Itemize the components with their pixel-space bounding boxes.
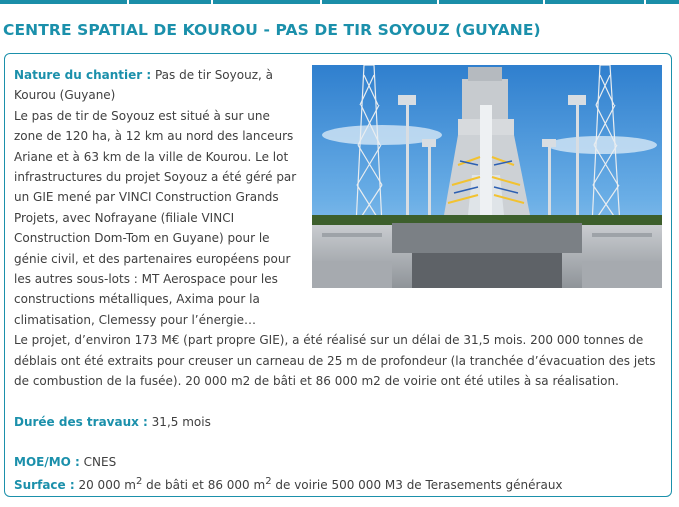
duration-value: 31,5 mois (147, 414, 211, 429)
nav-segment (322, 0, 439, 4)
nav-segment (439, 0, 544, 4)
launch-pad-photo (312, 65, 662, 288)
works-duration (14, 412, 662, 432)
surface-value-part-3: de voirie 500 000 M3 de Terasements généraux (271, 478, 563, 493)
project-details-box (4, 53, 672, 497)
surface-value-part-1: 20 000 m (74, 478, 136, 493)
nav-segment (646, 0, 679, 4)
surface-superscript: 2 (265, 476, 272, 488)
surface-value-part-2: de bâti et 86 000 m (142, 478, 266, 493)
surface-label: Surface : (14, 478, 75, 493)
nav-segment (213, 0, 322, 4)
nav-segment (0, 0, 129, 4)
page-title: CENTRE SPATIAL DE KOUROU - PAS DE TIR SOYOUZ (GUYANE) (3, 21, 541, 39)
project-description: Le pas de tir de Soyouz est situé à sur une zone de 120 ha, à 12 km au nord des lanceurs Ariane et à 63 km de la ville de Kourou. Le lot infrastructures du projet Soyouz a été géré par un GIE mené par VINCI Construction Grands Projets, avec Nofrayane (filiale VINCI Construction Dom-Tom en Guyane) pour le génie civil, et des partenaires européens pour les autres sous-lots : MT Aerospace pour les constructions métalliques, Axima pour la climatisation, Clemessy pour l’énergie… (14, 108, 297, 327)
surface-info (14, 472, 662, 495)
nav-segment (129, 0, 213, 4)
project-summary: Le projet, d’environ 173 M€ (part propre GIE), a été réalisé sur un délai de 31,5 mois. 200 000 tonnes de déblais ont été extraits pour creuser un carneau de 25 m de profondeur (la tranchée d’évacuation des jets de combustion de la fusée). 20 000 m2 de bâti et 86 000 m2 de voirie ont été utiles à sa réalisation. (14, 333, 656, 389)
top-navigation-bar (0, 0, 679, 5)
nav-segment (545, 0, 646, 4)
moe-value: CNES (79, 454, 117, 469)
project-text (14, 65, 662, 496)
surface-superscript: 2 (135, 476, 143, 488)
nature-label: Nature du chantier : (14, 68, 152, 82)
moe-label: MOE/MO : (14, 454, 80, 469)
duration-label: Durée des travaux : (14, 414, 148, 429)
nature-value: Pas de tir Soyouz, à Kourou (Guyane) (14, 68, 273, 103)
client-info (14, 452, 662, 472)
